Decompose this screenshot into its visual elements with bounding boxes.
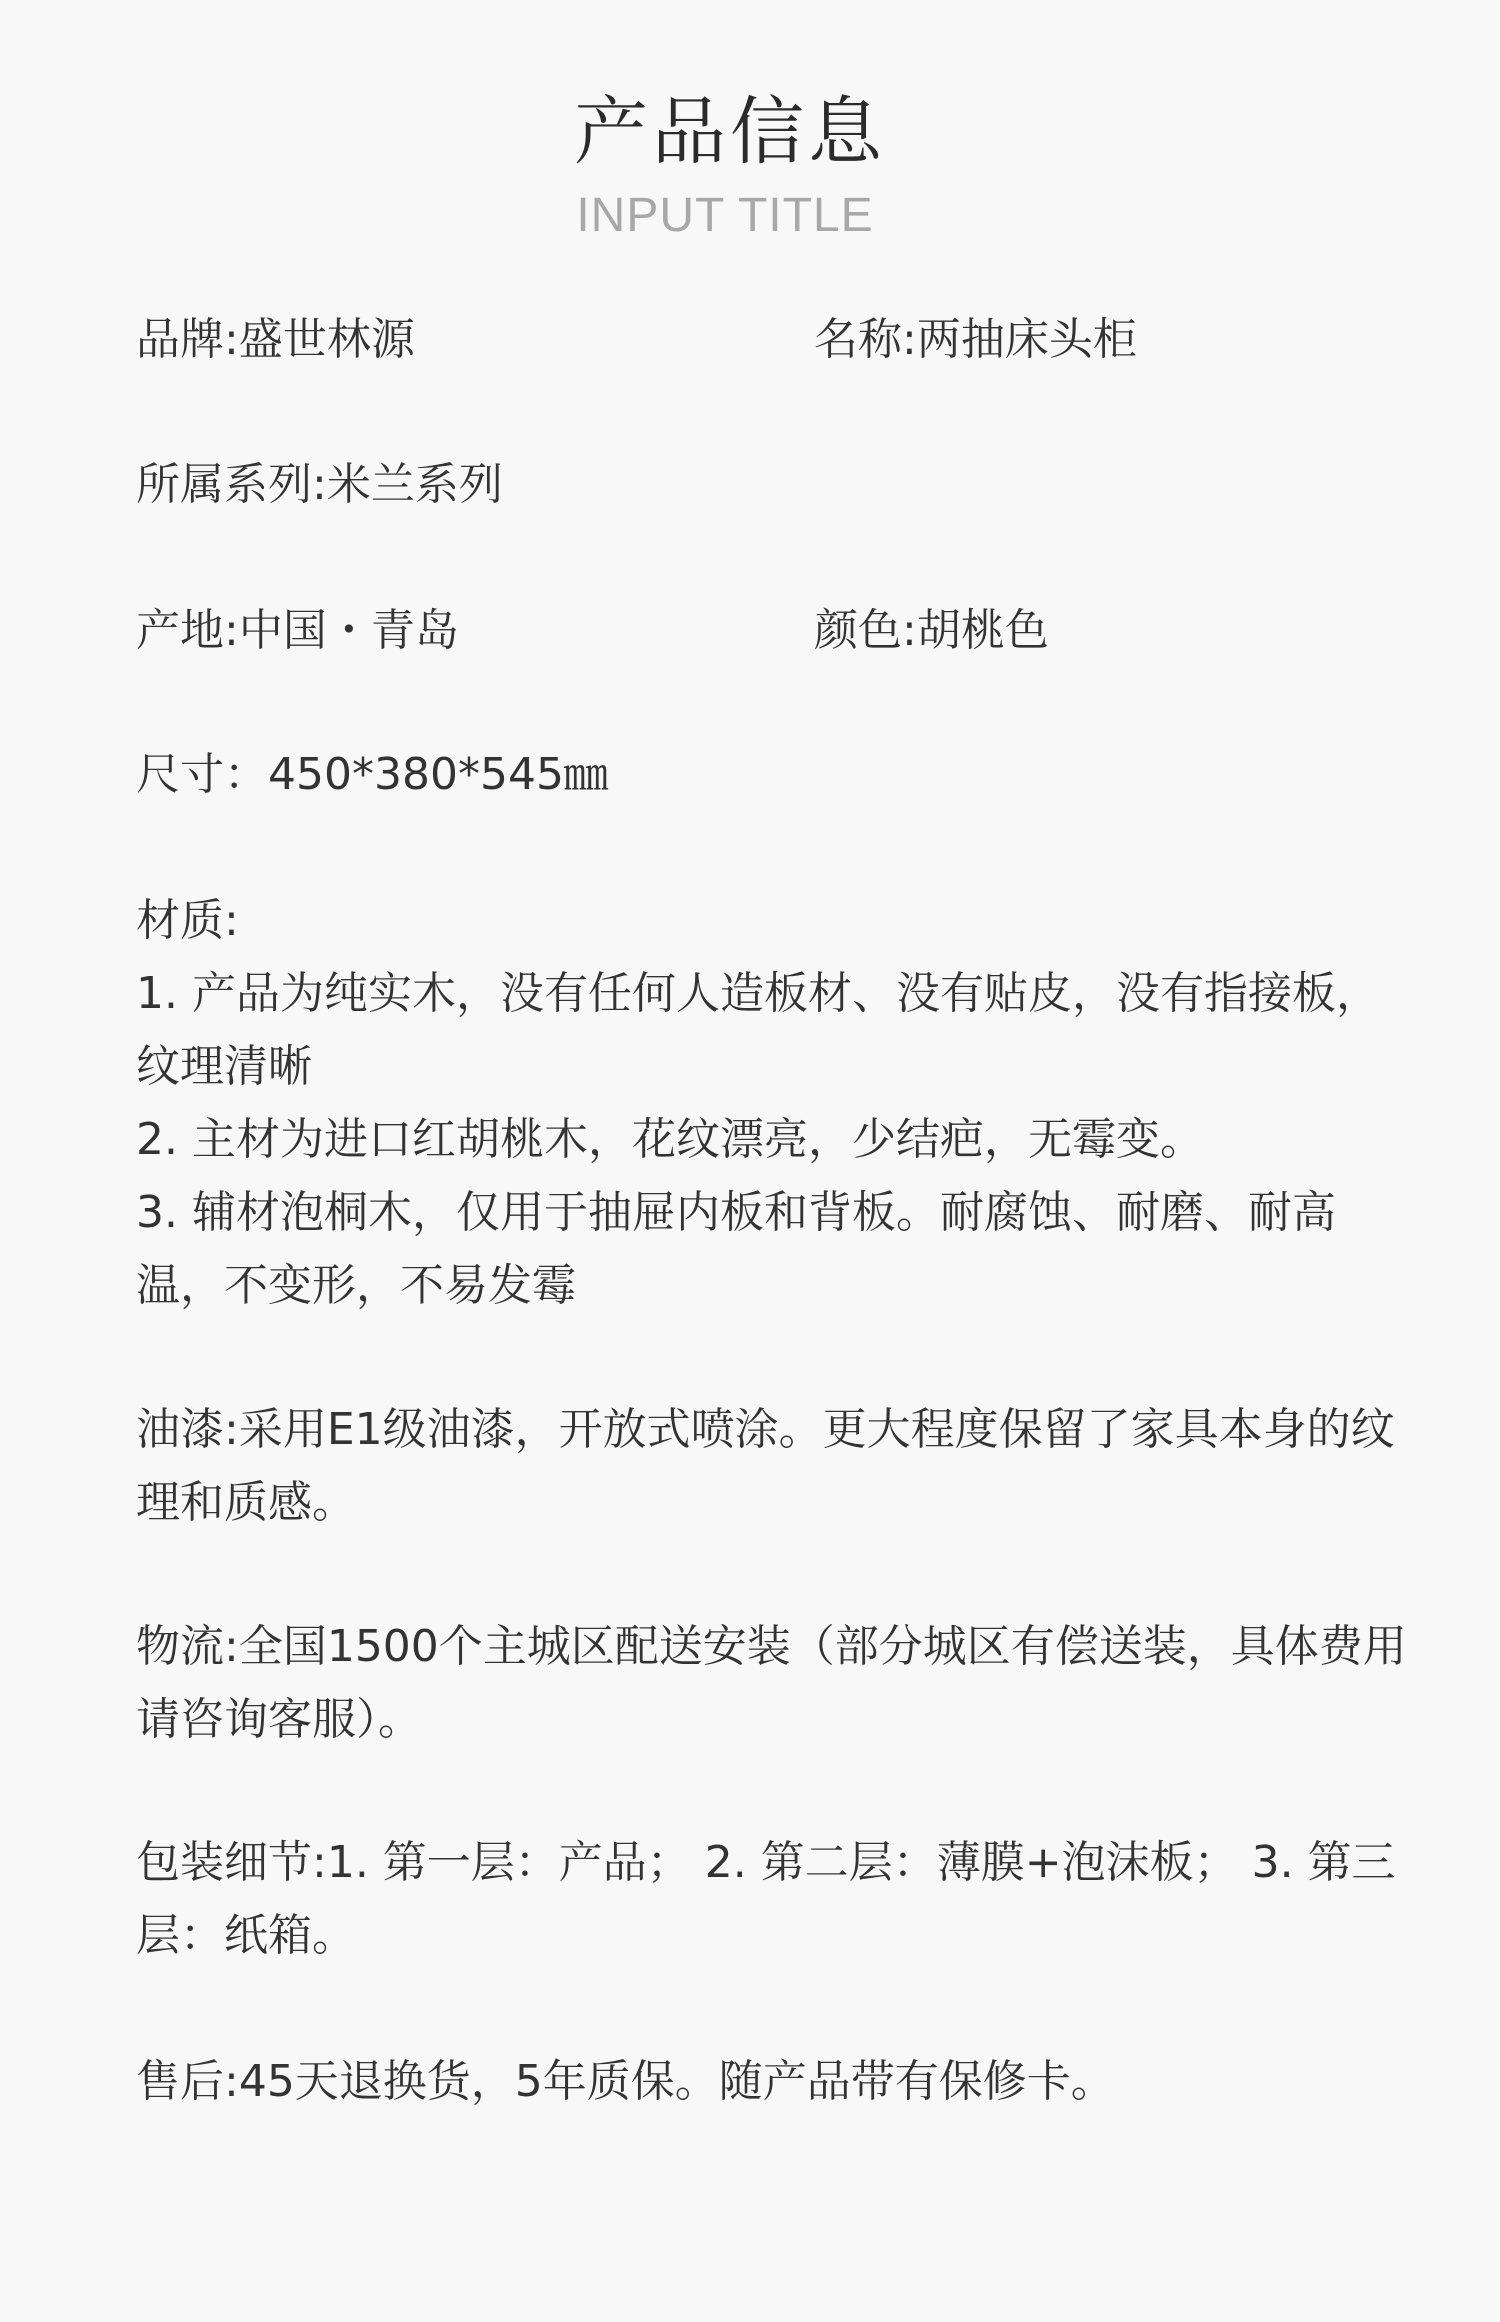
material-section [136,884,1416,1322]
logistics-section: 物流:全国1500个主城区配送安装（部分城区有偿送装，具体费用请咨询客服）。 [136,1621,1407,1745]
origin-field: 产地:中国・青岛 [136,605,459,656]
brand-field: 品牌:盛世林源 [136,314,415,365]
material-item-1: 1. 产品为纯实木，没有任何人造板材、没有贴皮，没有指接板，纹理清晰 [136,968,1380,1092]
material-label: 材质: [136,895,239,946]
series-field: 所属系列:米兰系列 [136,459,503,510]
material-item-2: 2. 主材为进口红胡桃木，花纹漂亮，少结疤，无霉变。 [136,1114,1204,1165]
page-title: 产品信息 [574,89,886,175]
after-sales-section: 售后:45天退换货，5年质保。随产品带有保修卡。 [136,2056,1115,2107]
packaging-section: 包装细节:1. 第一层：产品； 2. 第二层：薄膜+泡沫板； 3. 第三层：纸箱。 [136,1837,1396,1961]
paint-section: 油漆:采用E1级油漆，开放式喷涂。更大程度保留了家具本身的纹理和质感。 [136,1404,1395,1528]
page-subtitle: INPUT TITLE [576,189,874,242]
size-field: 尺寸：450*380*545㎜ [136,749,608,800]
material-item-3: 3. 辅材泡桐木，仅用于抽屉内板和背板。耐腐蚀、耐磨、耐高温，不变形，不易发霉 [136,1187,1336,1311]
color-field: 颜色:胡桃色 [814,605,1049,656]
product-name-field: 名称:两抽床头柜 [814,314,1137,365]
